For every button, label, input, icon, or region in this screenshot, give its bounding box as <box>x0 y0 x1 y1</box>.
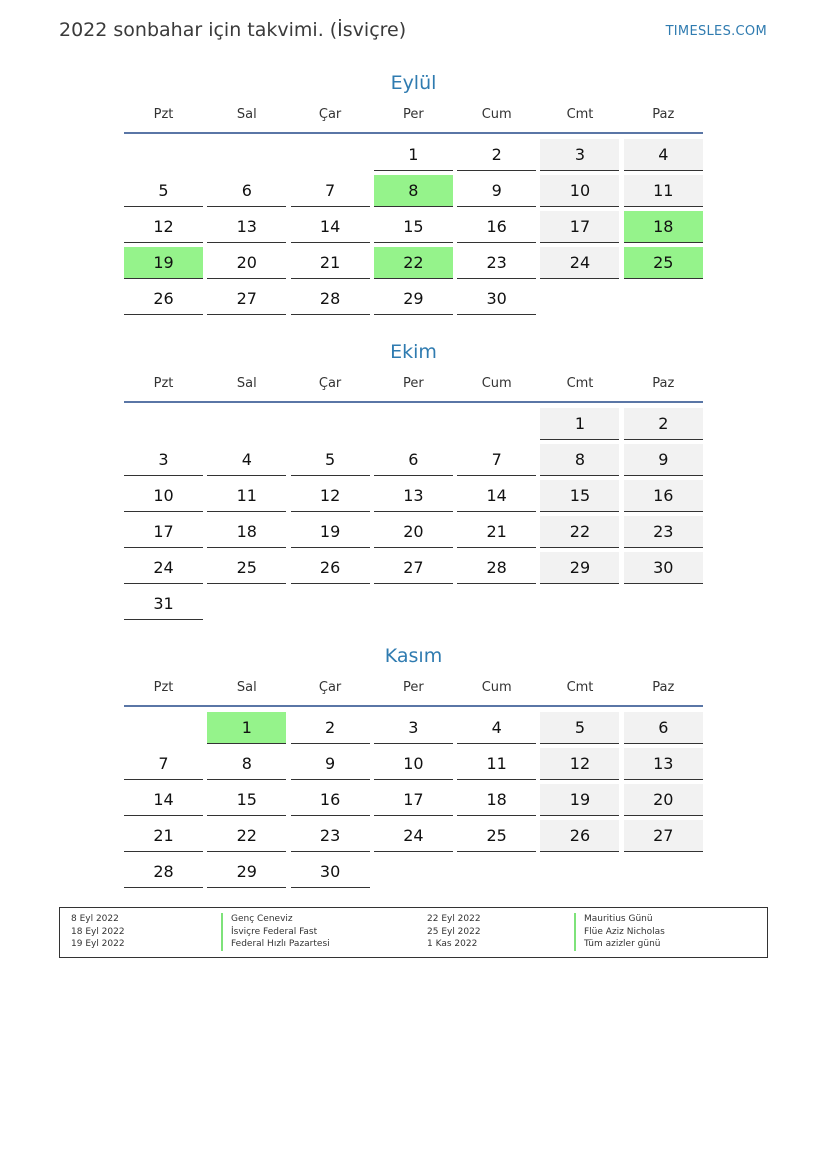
day-cell: 26 <box>124 283 203 315</box>
holiday-day-cell: 22 <box>374 247 453 279</box>
day-cell: 21 <box>457 516 536 548</box>
weekday-label: Paz <box>652 107 675 122</box>
weekend-day-cell: 5 <box>540 712 619 744</box>
day-cell: 8 <box>207 748 286 780</box>
weekend-day-cell: 6 <box>624 712 703 744</box>
holiday-day-cell: 19 <box>124 247 203 279</box>
day-cell: 31 <box>124 588 203 620</box>
weekday-label: Paz <box>652 680 675 695</box>
day-cell: 14 <box>457 480 536 512</box>
weekday-header <box>124 676 703 700</box>
weekday-label: Pzt <box>153 107 174 122</box>
day-cell: 30 <box>291 856 370 888</box>
weekday-label: Sal <box>236 680 257 695</box>
weekend-day-cell: 29 <box>540 552 619 584</box>
weekend-day-cell: 10 <box>540 175 619 207</box>
weekend-day-cell: 1 <box>540 408 619 440</box>
day-cell: 16 <box>291 784 370 816</box>
day-cell: 25 <box>457 820 536 852</box>
empty-cell <box>207 139 286 171</box>
holiday-day-cell: 25 <box>624 247 703 279</box>
weekday-label: Per <box>403 376 424 391</box>
day-cell: 20 <box>374 516 453 548</box>
day-cell: 26 <box>291 552 370 584</box>
legend-date: 19 Eyl 2022 <box>71 939 125 949</box>
weekend-day-cell: 24 <box>540 247 619 279</box>
day-cell: 27 <box>374 552 453 584</box>
day-cell: 29 <box>374 283 453 315</box>
day-cell: 13 <box>374 480 453 512</box>
day-cell: 21 <box>291 247 370 279</box>
weekday-label: Pzt <box>153 680 174 695</box>
month-october <box>124 339 703 620</box>
day-cell: 30 <box>457 283 536 315</box>
weekday-label: Cum <box>481 376 512 391</box>
day-cell: 20 <box>207 247 286 279</box>
day-cell: 27 <box>207 283 286 315</box>
weekday-label: Paz <box>652 376 675 391</box>
day-cell: 23 <box>291 820 370 852</box>
weekend-day-cell: 13 <box>624 748 703 780</box>
day-cell: 23 <box>457 247 536 279</box>
legend-holiday-name: Mauritius Günü <box>574 913 653 926</box>
day-cell: 1 <box>374 139 453 171</box>
weekend-day-cell: 16 <box>624 480 703 512</box>
header-divider <box>124 705 703 707</box>
day-cell: 5 <box>291 444 370 476</box>
day-cell: 7 <box>457 444 536 476</box>
legend-date: 22 Eyl 2022 <box>427 914 481 924</box>
weekday-header <box>124 372 703 396</box>
legend-date: 1 Kas 2022 <box>427 939 478 949</box>
day-cell: 12 <box>291 480 370 512</box>
day-grid <box>124 712 703 888</box>
day-cell: 11 <box>457 748 536 780</box>
day-cell: 7 <box>291 175 370 207</box>
day-cell: 18 <box>207 516 286 548</box>
weekday-label: Sal <box>236 107 257 122</box>
empty-cell <box>291 408 370 440</box>
day-cell: 25 <box>207 552 286 584</box>
weekend-day-cell: 26 <box>540 820 619 852</box>
empty-cell <box>457 408 536 440</box>
header-divider <box>124 401 703 403</box>
weekday-label: Cum <box>481 680 512 695</box>
day-cell: 15 <box>374 211 453 243</box>
day-grid <box>124 408 703 620</box>
day-cell: 2 <box>457 139 536 171</box>
brand-logo-text[interactable]: TIMESLES.COM <box>665 24 767 39</box>
holiday-day-cell: 18 <box>624 211 703 243</box>
page-title: 2022 sonbahar için takvimi. (İsviçre) <box>59 19 407 41</box>
day-cell: 6 <box>374 444 453 476</box>
day-cell: 9 <box>457 175 536 207</box>
day-cell: 4 <box>207 444 286 476</box>
day-cell: 22 <box>207 820 286 852</box>
weekend-day-cell: 3 <box>540 139 619 171</box>
weekday-label: Cmt <box>566 107 594 122</box>
weekend-day-cell: 30 <box>624 552 703 584</box>
weekday-label: Cmt <box>566 376 594 391</box>
weekend-day-cell: 11 <box>624 175 703 207</box>
weekday-label: Çar <box>318 107 342 122</box>
day-cell: 21 <box>124 820 203 852</box>
day-cell: 24 <box>124 552 203 584</box>
day-cell: 14 <box>291 211 370 243</box>
day-cell: 28 <box>291 283 370 315</box>
day-cell: 29 <box>207 856 286 888</box>
day-cell: 10 <box>124 480 203 512</box>
day-cell: 2 <box>291 712 370 744</box>
empty-cell <box>124 139 203 171</box>
header-divider <box>124 132 703 134</box>
weekend-day-cell: 27 <box>624 820 703 852</box>
month-name: Eylül <box>390 72 437 94</box>
day-cell: 28 <box>457 552 536 584</box>
month-name: Kasım <box>384 645 443 667</box>
weekday-label: Çar <box>318 376 342 391</box>
legend-holiday-name: Genç Ceneviz <box>221 913 293 926</box>
day-cell: 5 <box>124 175 203 207</box>
legend-date: 25 Eyl 2022 <box>427 927 481 937</box>
day-cell: 17 <box>124 516 203 548</box>
weekday-label: Per <box>403 680 424 695</box>
day-cell: 28 <box>124 856 203 888</box>
weekend-day-cell: 12 <box>540 748 619 780</box>
empty-cell <box>291 139 370 171</box>
day-cell: 17 <box>374 784 453 816</box>
weekend-day-cell: 9 <box>624 444 703 476</box>
weekend-day-cell: 15 <box>540 480 619 512</box>
day-cell: 15 <box>207 784 286 816</box>
holiday-day-cell: 1 <box>207 712 286 744</box>
empty-cell <box>374 408 453 440</box>
weekend-day-cell: 8 <box>540 444 619 476</box>
weekend-day-cell: 23 <box>624 516 703 548</box>
weekday-label: Sal <box>236 376 257 391</box>
weekday-header <box>124 103 703 127</box>
month-september <box>124 70 703 315</box>
day-cell: 11 <box>207 480 286 512</box>
day-cell: 18 <box>457 784 536 816</box>
day-cell: 3 <box>124 444 203 476</box>
empty-cell <box>124 712 203 744</box>
day-cell: 12 <box>124 211 203 243</box>
weekday-label: Pzt <box>153 376 174 391</box>
day-cell: 9 <box>291 748 370 780</box>
holiday-legend <box>59 907 768 958</box>
legend-holiday-name: Tüm azizler günü <box>574 938 660 951</box>
day-grid <box>124 139 703 315</box>
month-november <box>124 643 703 888</box>
day-cell: 10 <box>374 748 453 780</box>
day-cell: 3 <box>374 712 453 744</box>
day-cell: 6 <box>207 175 286 207</box>
legend-holiday-name: Flüe Aziz Nicholas <box>574 926 665 939</box>
day-cell: 14 <box>124 784 203 816</box>
empty-cell <box>207 408 286 440</box>
month-name: Ekim <box>390 341 437 363</box>
legend-holiday-name: İsviçre Federal Fast <box>221 926 317 939</box>
holiday-day-cell: 8 <box>374 175 453 207</box>
weekend-day-cell: 2 <box>624 408 703 440</box>
weekend-day-cell: 22 <box>540 516 619 548</box>
weekday-label: Cmt <box>566 680 594 695</box>
weekend-day-cell: 17 <box>540 211 619 243</box>
legend-date: 18 Eyl 2022 <box>71 927 125 937</box>
empty-cell <box>124 408 203 440</box>
weekend-day-cell: 20 <box>624 784 703 816</box>
legend-holiday-name: Federal Hızlı Pazartesi <box>221 938 330 951</box>
day-cell: 19 <box>291 516 370 548</box>
weekend-day-cell: 19 <box>540 784 619 816</box>
weekday-label: Çar <box>318 680 342 695</box>
day-cell: 16 <box>457 211 536 243</box>
day-cell: 4 <box>457 712 536 744</box>
legend-date: 8 Eyl 2022 <box>71 914 119 924</box>
weekday-label: Per <box>403 107 424 122</box>
weekday-label: Cum <box>481 107 512 122</box>
weekend-day-cell: 4 <box>624 139 703 171</box>
day-cell: 24 <box>374 820 453 852</box>
day-cell: 13 <box>207 211 286 243</box>
day-cell: 7 <box>124 748 203 780</box>
